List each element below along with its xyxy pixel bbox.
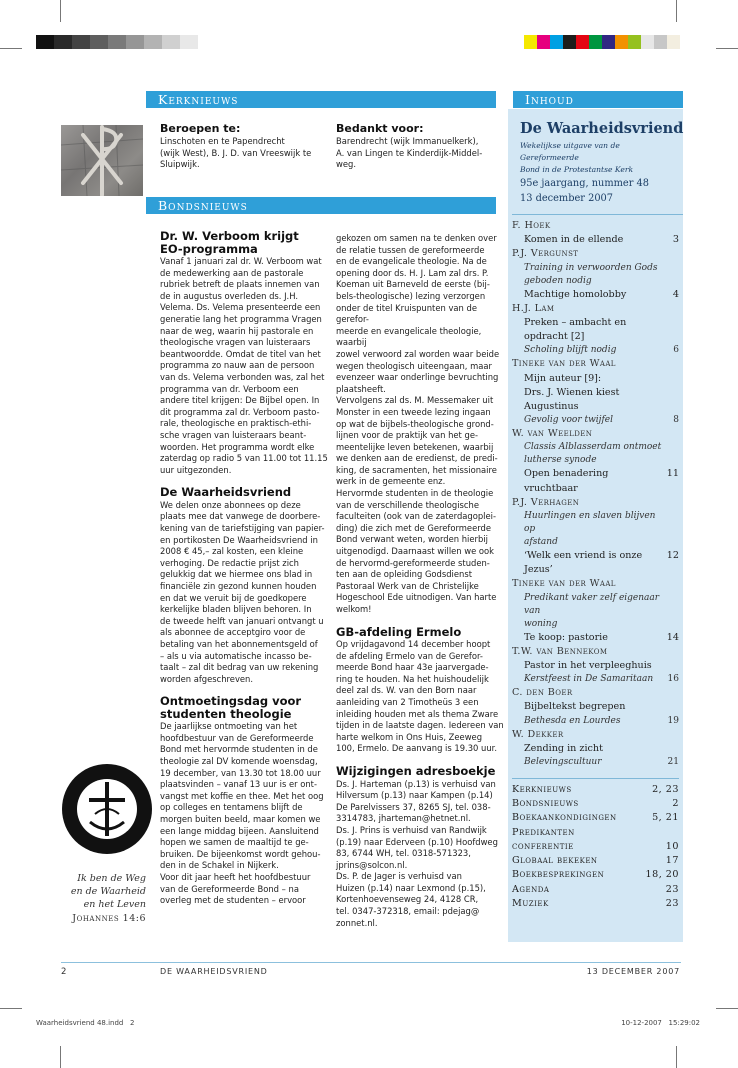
toc-index-label: Boekbesprekingen [512, 869, 605, 881]
footer-magazine: DE WAARHEIDSVRIEND [160, 967, 268, 976]
toc-index-label: conferentie [512, 840, 574, 852]
toc-author: P.J. Vergunst [512, 248, 579, 260]
bondsnieuws-column-2 [336, 233, 504, 929]
bondsnieuws-column-1 [160, 230, 332, 907]
beroepen-title: Beroepen te: [160, 122, 241, 135]
bedankt-title: Bedankt voor: [336, 122, 424, 135]
toc-subtitle-text: Gevolig voor twijfel [524, 415, 614, 426]
quote-line: en de Waarheid [70, 886, 146, 897]
jaargang: 95e jaargang, nummer 48 [520, 178, 649, 189]
toc-page-number: 14 [666, 631, 679, 643]
article-text: Ds. J. Harteman (p.13) is verhuisd van Hilversum (p.13) naar Kampen (p.14) De Parelvissers 37, 8265 SJ, tel. 038- 3314783, jharteman@hetnet.nl. Ds. J. Prins is verhuisd van Randwijk (p.19) naar Ederveen (p.10) Hoofdweg 83, 6744 WH, tel. 0318-571323, jprins@solcon.nl. Ds. P. de Jager is verhuisd van Huizen (p.14) naar Lexmond (p.15), Kortenhoevenseweg 24, 4128 CR, tel. 0347-372318, email: pdejag@ zonnet.nl. [336, 778, 498, 928]
slug-timestamp: 10-12-2007 15:29:02 [621, 1019, 700, 1027]
toc-author: Tineke van der Waal [512, 358, 616, 370]
toc-page-number: 11 [666, 468, 679, 480]
toc-author: P.J. Verhagen [512, 496, 580, 508]
toc-index-row [512, 854, 679, 868]
toc-article [512, 467, 679, 495]
toc-index-row [512, 840, 679, 854]
toc-subtitle [512, 592, 679, 631]
toc-index-row [512, 897, 679, 911]
toc-index-page: 23 [665, 883, 679, 895]
article-title: Ontmoetingsdag voor studenten theologie [160, 694, 302, 721]
toc-article-text: Te koop: pastorie [524, 631, 608, 643]
article-title: Wijzigingen adresboekje [336, 764, 496, 779]
toc-subtitle [512, 756, 679, 769]
toc-page-number: 8 [673, 415, 679, 426]
quote-reference: Johannes 14:6 [72, 913, 146, 924]
toc-article [512, 386, 679, 414]
toc-index-label: Kerknieuws [512, 784, 572, 796]
toc-article-text: Open benadering vruchtbaar [524, 468, 609, 494]
toc-article [512, 288, 679, 302]
article-continuation: gekozen om samen na te denken over de relatie tussen de gereformeerde en de evangelicale theologie. Na de opening door ds. H. J. Lam zal drs. P. Koeman uit Barneveld de eerste (bij- bels-theologische) lezing verzorgen onder de titel Kruispunten van de gerefor- meerde en evangelicale theologie, waarbij zowel verwoord zal worden waar beide wegen theologisch uiteengaan, maar evenzeer waar onderlinge bevruchting plaatsheeft. Vervolgens zal ds. M. Messemaker uit Monster in een tweede lezing ingaan op wat de bijbels-theologische grond- lijnen voor de praktijk van het ge- meentelijke leven betekenen, waarbij we denken aan de eredienst, de predi- king, de sacramenten, het missionaire werk in de gemeente enz. Hervormde studenten in de theologie van de verschillende theologische faculteiten (ook van de zaterdagoplei- ding) die zich met de Gereformeerde Bond verwant weten, worden hierbij uitgenodigd. Daarnaast willen we ook de hervormd-gereformeerde studen- ten aan de opleiding Godsdienst Pastoraal Werk van de Christelijke Hogeschool Ede uitnodigen. Van harte welkom! [336, 233, 500, 614]
toc-subtitle-text: Predikant vaker zelf eigenaar van woning [524, 592, 660, 629]
article-title: De Waarheidsvriend [160, 485, 292, 500]
toc-index-label: Boekaankondigingen [512, 812, 617, 824]
toc-subtitle [512, 414, 679, 427]
toc-author: H.J. Lam [512, 302, 555, 314]
toc-page-number: 21 [667, 757, 679, 768]
toc-article [512, 659, 679, 673]
toc-index-label: Agenda [512, 883, 550, 895]
toc-article [512, 700, 679, 714]
article-text: We delen onze abonnees op deze plaats mee dat vanwege de doorbere- kening van de tariefstijging van papier- en portikosten De Waarheidsvriend in 2008 € 45,– zal kosten, een kleine verhoging. De redactie prijst zich gelukkig dat we hiermee ons blad in financiële zin gezond kunnen houden en dat we veruit bij de goedkopere kerkelijke bladen blijven behoren. In de tweede helft van januari ontvangt u als abonnee de acceptgiro voor de betaling van het abonnementsgeld of – als u via automatische incasso be- taalt – zal dit bedrag van uw rekening worden afgeschreven. [160, 499, 325, 684]
toc-article [512, 233, 679, 247]
toc-article-text: Mijn auteur [9]: [524, 372, 602, 384]
crop-mark [0, 1008, 22, 1009]
toc-subtitle [512, 715, 679, 728]
crop-mark [716, 48, 738, 49]
toc-article [512, 742, 679, 756]
toc-subtitle-text: Scholing blijft nodig [524, 345, 617, 356]
article-text: Vanaf 1 januari zal dr. W. Verboom wat de medewerking aan de pastorale rubriek betreft de plaats innemen van de in augustus overleden ds. J.H. Velema. Ds. Velema presenteerde een generatie lang het programma Vragen naar de weg, waarin hij pastorale en theologische vragen van luisteraars beantwoordde. Omdat de titel van het programma zo nauw aan de persoon van ds. Velema verbonden was, zal het programma van dr. Verboom een andere titel krijgen: De Bijbel open. In dit programma zal dr. Verboom pasto- rale, theologische en praktisch-ethi- sche vragen van luisteraars beant- woorden. Het programma wordt elke zaterdag op radio 5 van 11.00 tot 11.15 uur uitgezonden. [160, 256, 328, 475]
toc-index-row [512, 811, 679, 825]
beroepen-text: Linschoten en te Papendrecht (wijk West), B. J. D. van Vreeswijk te Sluipwijk. [160, 136, 312, 170]
toc-index-row [512, 783, 679, 797]
toc-article [512, 549, 679, 577]
toc-page-number: 16 [667, 674, 679, 685]
toc-index-label: Predikanten [512, 826, 575, 838]
magazine-title: De Waarheidsvriend [520, 120, 684, 137]
crop-mark [60, 0, 61, 22]
toc-index-page: 10 [665, 840, 679, 852]
bedankt-block [336, 122, 501, 171]
toc-article-text: Zending in zicht [524, 742, 603, 754]
toc-subtitle-text: Training in verwoorden Gods geboden nodig [524, 262, 658, 286]
toc-article-text: Preken – ambacht en opdracht [2] [524, 317, 627, 343]
toc-author: W. Dekker [512, 728, 564, 740]
toc-index-row [512, 868, 679, 882]
toc-author: Tineke van der Waal [512, 578, 616, 590]
toc-subtitle-text: Bethesda en Lourdes [524, 715, 621, 726]
toc-index-page: 2 [672, 798, 679, 810]
toc-index-page: 17 [665, 855, 679, 867]
toc-author: F. Hoek [512, 220, 551, 231]
toc-subtitle [512, 344, 679, 357]
slug-filename: Waarheidsvriend 48.indd 2 [36, 1019, 135, 1027]
kerknieuws-banner: Kerknieuws [146, 91, 496, 108]
toc-index-page: 18, 20 [645, 869, 679, 881]
toc-subtitle [512, 441, 679, 467]
crop-mark [676, 0, 677, 22]
beroepen-block [160, 122, 330, 171]
toc-page-number: 19 [667, 715, 679, 726]
bedankt-text: Barendrecht (wijk Immanuelkerk), A. van Lingen te Kinderdijk-Middel- weg. [336, 136, 483, 170]
scripture-quote [66, 872, 146, 925]
footer-rule [61, 962, 681, 963]
article-text: De jaarlijkse ontmoeting van het hoofdbestuur van de Gereformeerde Bond met hervormde studenten in de theologie zal DV komende woensdag, 19 december, van 13.30 tot 18.00 uur plaatsvinden – vanaf 13 uur is er ont- vangst met koffie en thee. Met het oog op colleges en tentamens blijft de morgen buiten beeld, maar komen we een lange middag bijeen. Aansluitend hopen we samen de maaltijd te ge- bruiken. De bijeenkomst wordt gehou- den in de Schakel in Nijkerk. Voor dit jaar heeft het hoofdbestuur van de Gereformeerde Bond – na overleg met de studenten – ervoor [160, 721, 324, 906]
article-title: GB-afdeling Ermelo [336, 624, 462, 639]
toc-separator [512, 778, 679, 779]
toc-subtitle [512, 673, 679, 686]
toc-article-text: ‘Welk een vriend is onze Jezus’ [524, 550, 643, 576]
toc-index-page: 5, 21 [652, 812, 679, 824]
crop-mark [60, 1046, 61, 1068]
toc-subtitle [512, 262, 679, 288]
quote-line: Ik ben de Weg [77, 873, 146, 884]
article-title: Dr. W. Verboom krijgt EO-programma [160, 229, 299, 256]
chi-rho-stone-image [61, 125, 143, 196]
table-of-contents [512, 219, 679, 911]
toc-subtitle-text: Kerstfeest in De Samaritaan [524, 674, 654, 685]
toc-author: W. van Weelden [512, 428, 593, 440]
toc-index-page: 2, 23 [652, 784, 679, 796]
toc-index-label: Bondsnieuws [512, 798, 579, 810]
toc-subtitle-text: Classis Alblasserdam ontmoet lutherse synode [524, 442, 662, 466]
inhoud-banner: Inhoud [513, 91, 683, 108]
toc-article [512, 316, 679, 344]
quote-line: en het Leven [83, 899, 146, 910]
footer-date: 13 DECEMBER 2007 [586, 967, 680, 976]
article-text: Op vrijdagavond 14 december hoopt de afdeling Ermelo van de Gerefor- meerde Bond haar 43e jaarvergade- ring te houden. Na het huishoudelijk deel zal ds. W. van den Born naar aanleiding van 2 Timotheüs 3 een inleiding houden met als thema Zware tijden in de laatste dagen. Iedereen van harte welkom in Ons Huis, Zeeweg 100, Ermelo. De aanvang is 19.30 uur. [336, 639, 504, 754]
toc-article [512, 631, 679, 645]
toc-page-number: 3 [672, 234, 679, 246]
toc-index-page: 23 [665, 897, 679, 909]
toc-index-row [512, 797, 679, 811]
toc-article-text: Machtige homolobby [524, 288, 627, 300]
toc-index-row [512, 826, 679, 840]
crop-mark [0, 48, 22, 49]
toc-subtitle-text: Belevingscultuur [524, 757, 602, 768]
bondsnieuws-banner: Bondsnieuws [146, 197, 496, 214]
sola-seal-logo [60, 762, 154, 856]
toc-index-label: Globaal bekeken [512, 855, 598, 867]
toc-article-text: Pastor in het verpleeghuis [524, 660, 652, 672]
toc-page-number: 4 [672, 288, 679, 300]
footer-page-number: 2 [61, 967, 67, 977]
magazine-subtitle: Wekelijkse uitgave van de Gereformeerde Bond in de Protestantse Kerk [520, 141, 634, 174]
crop-mark [676, 1046, 677, 1068]
toc-subtitle [512, 510, 679, 549]
toc-article-text: Drs. J. Wienen kiest Augustinus [524, 386, 620, 413]
toc-page-number: 6 [673, 345, 679, 356]
toc-article [512, 372, 679, 386]
toc-index-label: Muziek [512, 897, 549, 909]
toc-page-number: 12 [666, 550, 679, 562]
crop-mark [716, 1008, 738, 1009]
toc-article-text: Komen in de ellende [524, 234, 624, 246]
toc-subtitle-text: Huurlingen en slaven blijven op afstand [524, 511, 656, 548]
toc-article-text: Bijbeltekst begrepen [524, 701, 626, 713]
toc-index-row [512, 883, 679, 897]
issue-date: 13 december 2007 [520, 193, 614, 204]
inhoud-separator [512, 214, 683, 215]
toc-author: C. den Boer [512, 687, 573, 699]
toc-author: T.W. van Bennekom [512, 645, 608, 657]
